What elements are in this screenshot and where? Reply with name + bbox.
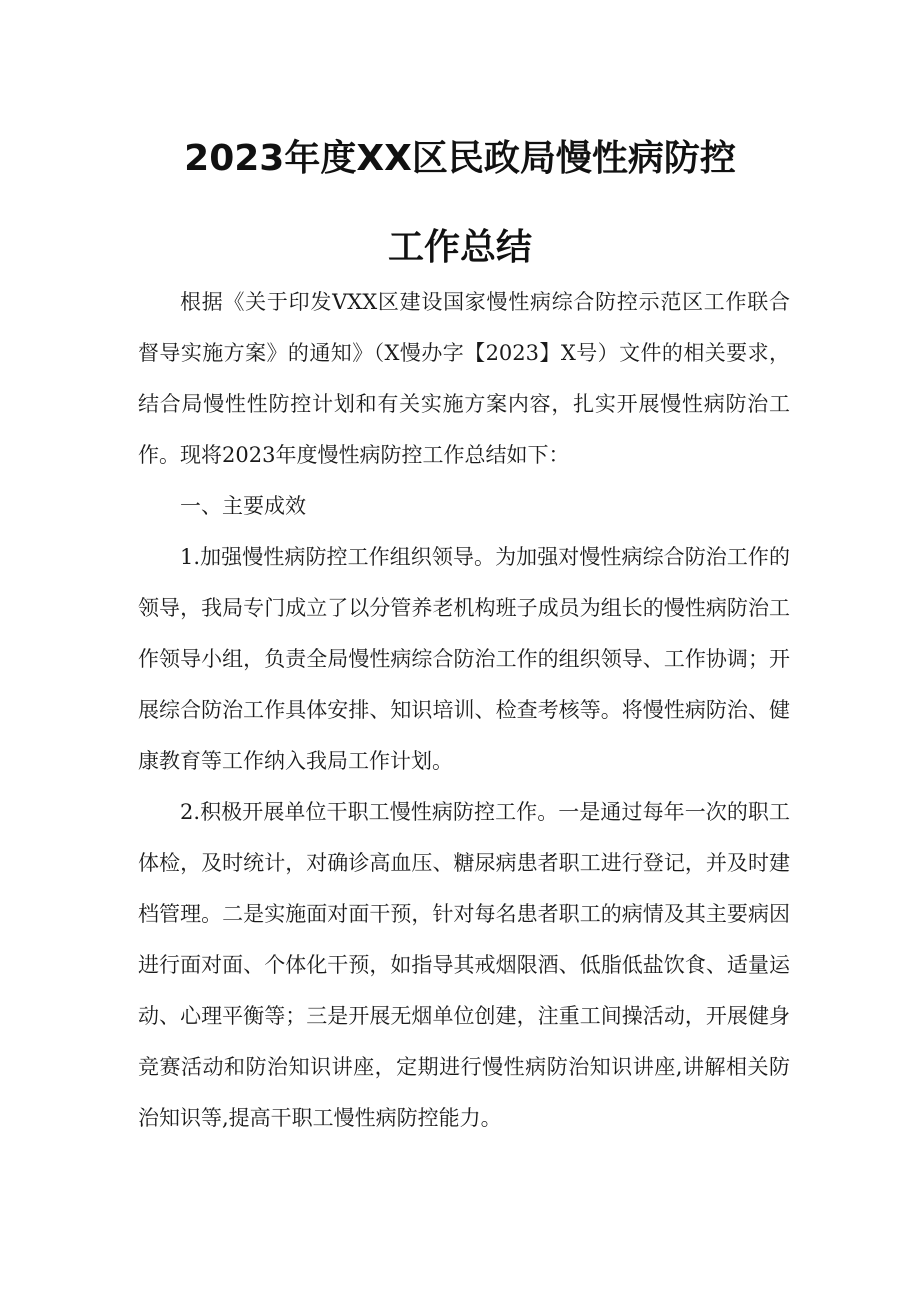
paragraph-intro: 根据《关于印发VXX区建设国家慢性病综合防控示范区工作联合督导实施方案》的通知》（X慢办字【2023】X号）文件的相关要求，结合局慢性性防控计划和有关实施方案内容，扎实开展慢性病防治工作。现将2023年度慢性病防控工作总结如下： (138, 290, 790, 467)
document-title-line-1: 2023年度XX区民政局慢性病防控 (184, 138, 736, 179)
section-heading-main-results: 一、主要成效 (180, 494, 306, 518)
document-body (138, 277, 790, 1144)
paragraph-item-1: 1.加强慢性病防控工作组织领导。为加强对慢性病综合防治工作的领导，我局专门成立了以分管养老机构班子成员为组长的慢性病防治工作领导小组，负责全局慢性病综合防治工作的组织领导、工作协调；开展综合防治工作具体安排、知识培训、检查考核等。将慢性病防治、健康教育等工作纳入我局工作计划。 (138, 545, 790, 773)
document-title-line-2: 工作总结 (387, 227, 532, 268)
paragraph-item-2: 2.积极开展单位干职工慢性病防控工作。一是通过每年一次的职工体检，及时统计，对确诊高血压、糖尿病患者职工进行登记，并及时建档管理。二是实施面对面干预，针对每名患者职工的病情及其主要病因进行面对面、个体化干预，如指导其戒烟限酒、低脂低盐饮食、适量运动、心理平衡等；三是开展无烟单位创建，注重工间操活动，开展健身竞赛活动和防治知识讲座，定期进行慢性病防治知识讲座,讲解相关防治知识等,提高干职工慢性病防控能力。 (138, 800, 790, 1130)
